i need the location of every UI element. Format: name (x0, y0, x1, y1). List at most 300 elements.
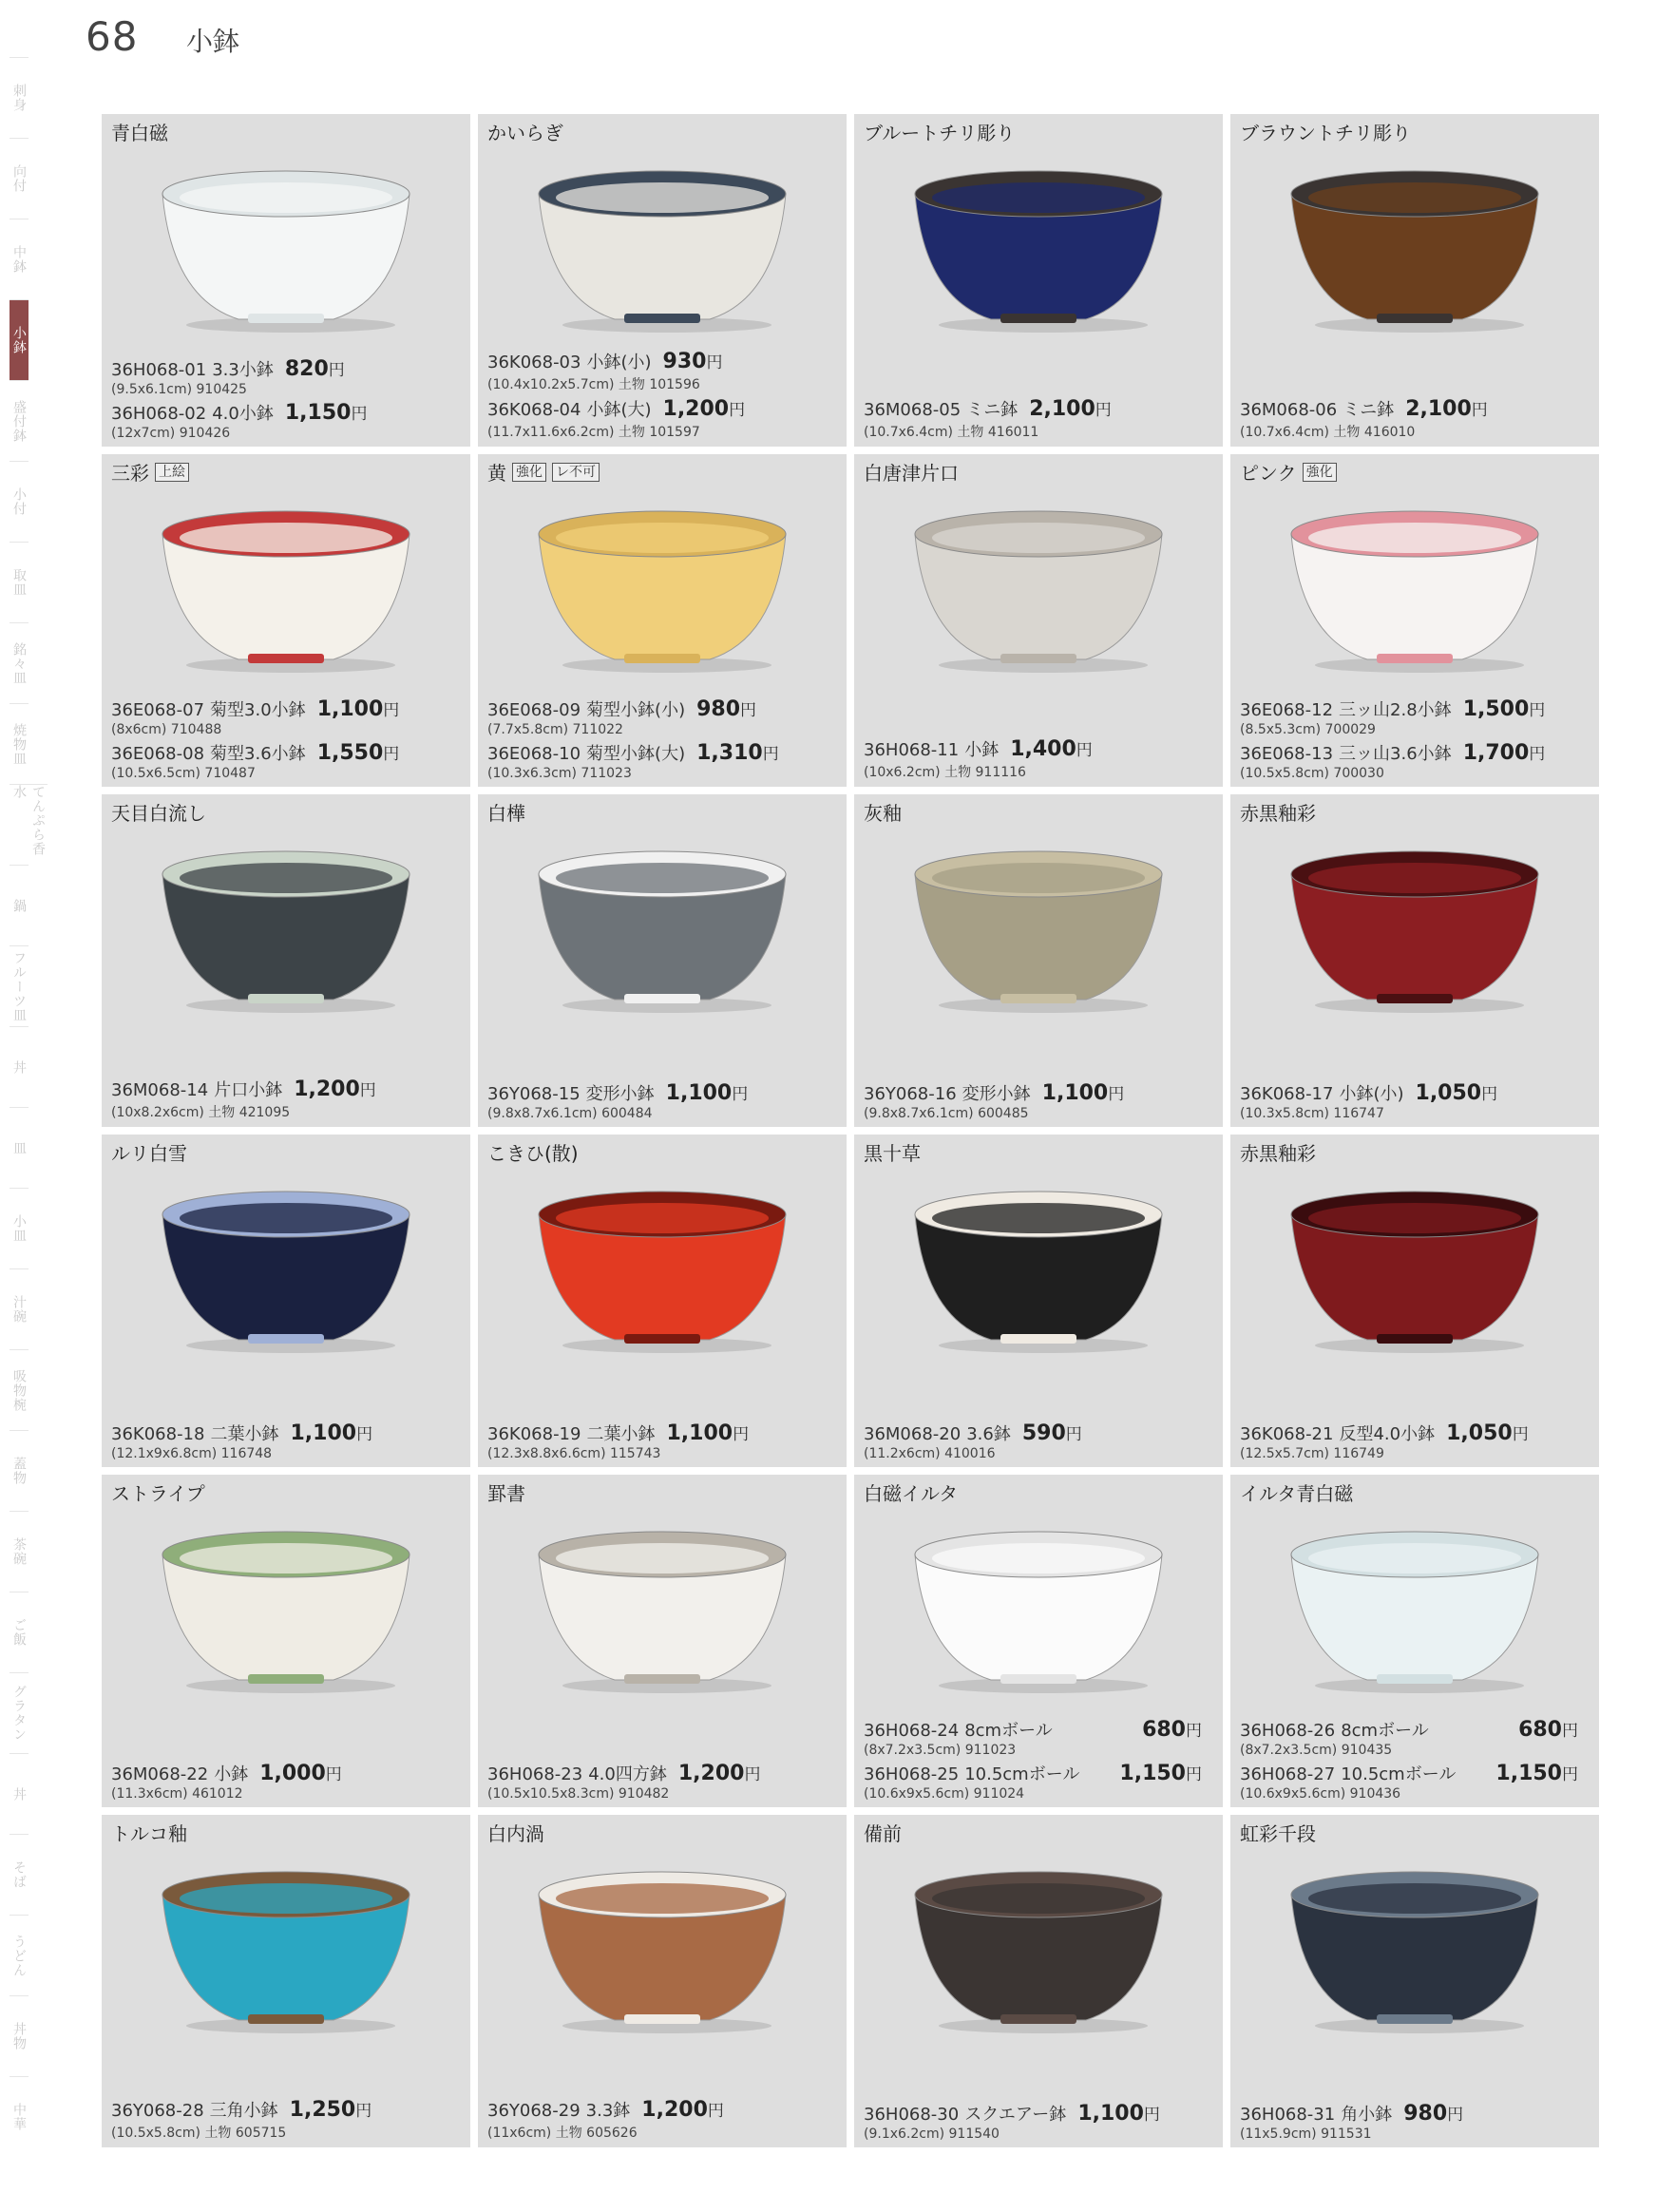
product-entries (487, 1758, 839, 1802)
product-photo (1249, 1847, 1580, 2047)
product-entry (111, 696, 463, 737)
sidebar-tab[interactable]: 丼物 (10, 1995, 29, 2076)
price-value: 1,550 (316, 741, 384, 765)
product-series-name (487, 458, 600, 486)
product-description: スクエアー鉢 (964, 2105, 1067, 2125)
product-description: 反型4.0小鉢 (1339, 1424, 1436, 1444)
product-size-detail: (8x6cm) 710488 (111, 722, 222, 737)
product-description: 小鉢(小) (1339, 1084, 1404, 1104)
sidebar-tab[interactable]: 丼 (10, 1026, 29, 1107)
bowl-image (143, 496, 429, 677)
product-entry (111, 400, 463, 441)
product-code: 36E068-09 (487, 700, 581, 720)
sidebar-tab[interactable]: 皿 (10, 1107, 29, 1188)
currency-suffix: 円 (1529, 745, 1546, 764)
product-size-detail: (11.3x6cm) 461012 (111, 1786, 243, 1802)
sidebar-tab[interactable]: 小付 (10, 461, 29, 542)
product-size-detail: (10x6.2cm) 土物 911116 (864, 765, 1026, 780)
product-code: 36H068-23 (487, 1764, 583, 1784)
product-entry (864, 396, 1215, 441)
sidebar-tab[interactable]: うどん (10, 1915, 29, 1995)
product-code: 36K068-21 (1240, 1424, 1334, 1444)
product-entry (487, 1421, 839, 1461)
product-size-detail: (10.4x10.2x5.7cm) 土物 101596 (487, 377, 700, 392)
bowl-image (896, 156, 1181, 336)
product-series-name (111, 1819, 187, 1846)
price-value: 2,100 (1405, 397, 1472, 421)
product-photo (121, 486, 451, 686)
sidebar-tab[interactable]: 丼 (10, 1753, 29, 1834)
product-code: 36E068-07 (111, 700, 205, 720)
currency-suffix: 円 (351, 405, 368, 424)
product-series-name (864, 118, 1015, 145)
bowl-image (143, 1176, 429, 1357)
product-price (641, 2097, 724, 2122)
product-code: 36M068-22 (111, 1764, 209, 1784)
product-size-detail: (12.5x5.7cm) 116749 (1240, 1446, 1384, 1461)
currency-suffix: 円 (1095, 401, 1112, 420)
product-description: 三ッ山2.8小鉢 (1339, 700, 1452, 720)
product-price (666, 1080, 749, 1105)
series-name-text: 天目白流し (111, 802, 206, 825)
product-series-name (111, 458, 189, 486)
product-price (666, 1421, 749, 1445)
product-code: 36H068-27 (1240, 1764, 1336, 1784)
product-series-name (487, 1478, 525, 1506)
product-photo (1249, 1167, 1580, 1366)
product-size-detail: (10.5x10.5x8.3cm) 910482 (487, 1786, 670, 1802)
price-value: 680 (1142, 1718, 1186, 1742)
price-value: 1,200 (641, 2098, 708, 2122)
product-size-detail: (11.7x11.6x6.2cm) 土物 101597 (487, 425, 700, 440)
series-name-text: 赤黒釉彩 (1240, 802, 1316, 825)
product-description: 変形小鉢 (585, 1084, 655, 1104)
currency-suffix: 円 (1076, 741, 1093, 760)
product-card[interactable] (1230, 1475, 1599, 1807)
product-entry (111, 2097, 463, 2142)
product-price (259, 1761, 342, 1785)
product-entry (1240, 2101, 1591, 2142)
product-price (1042, 1080, 1125, 1105)
product-description: 8cmボール (964, 1721, 1053, 1741)
price-value: 1,100 (1041, 1081, 1109, 1105)
bowl-image (896, 1516, 1181, 1697)
product-code: 36M068-14 (111, 1080, 209, 1100)
product-description: 8cmボール (1341, 1721, 1429, 1741)
sidebar-tab[interactable]: 取皿 (10, 542, 29, 622)
sidebar-tab[interactable]: 鍋 (10, 865, 29, 945)
product-description: 10.5cmボール (964, 1764, 1080, 1784)
product-description: 三角小鉢 (209, 2101, 278, 2121)
product-price (317, 696, 400, 721)
product-photo (873, 1847, 1204, 2047)
series-name-text: トルコ釉 (111, 1822, 187, 1845)
sidebar-tab[interactable]: グラタン (10, 1672, 29, 1753)
product-description: 三ッ山3.6小鉢 (1339, 744, 1452, 764)
price-value: 1,500 (1462, 697, 1530, 721)
product-size-detail: (10.7x6.4cm) 土物 416010 (1240, 425, 1416, 440)
bowl-image (143, 1516, 429, 1697)
product-code: 36E068-13 (1240, 744, 1334, 764)
product-photo (1249, 486, 1580, 686)
currency-suffix: 円 (1529, 701, 1546, 720)
price-value: 2,100 (1029, 397, 1095, 421)
bowl-image (896, 836, 1181, 1017)
product-price (290, 1421, 372, 1445)
product-photo (873, 486, 1204, 686)
product-photo (1249, 1507, 1580, 1707)
product-entries (111, 353, 463, 441)
product-entries (487, 346, 839, 441)
series-name-text: 罫書 (487, 1482, 525, 1505)
product-size-detail: (11x6cm) 土物 605626 (487, 2126, 638, 2141)
product-entry (864, 1717, 1215, 1758)
product-entry (864, 736, 1215, 781)
product-series-name (487, 798, 525, 826)
sidebar-tab[interactable]: 小鉢 (10, 299, 29, 380)
product-entries (864, 393, 1215, 441)
bowl-image (1272, 1176, 1557, 1357)
product-code: 36H068-25 (864, 1764, 960, 1784)
sidebar-tab[interactable]: 小皿 (10, 1188, 29, 1268)
page-title: 小鉢 (186, 26, 240, 57)
product-code: 36H068-01 (111, 360, 207, 380)
product-size-detail: (10.6x9x5.6cm) 910436 (1240, 1786, 1401, 1802)
product-code: 36H068-24 (864, 1721, 960, 1741)
product-price (285, 356, 345, 381)
product-price (1446, 1421, 1529, 1445)
product-code: 36H068-30 (864, 2105, 960, 2125)
product-code: 36K068-03 (487, 353, 581, 372)
product-series-name (864, 1478, 958, 1506)
product-price (1405, 396, 1488, 421)
product-size-detail: (10.5x5.8cm) 700030 (1240, 766, 1384, 781)
bowl-image (143, 1857, 429, 2037)
product-card[interactable] (102, 1475, 470, 1807)
product-card[interactable] (1230, 794, 1599, 1127)
spec-badge: レ不可 (552, 463, 600, 482)
currency-suffix: 円 (1065, 1425, 1082, 1444)
price-value: 1,700 (1462, 741, 1530, 765)
product-entries (1240, 393, 1591, 441)
spec-badge: 強化 (1303, 463, 1337, 482)
currency-suffix: 円 (762, 745, 779, 764)
sidebar-tab[interactable]: 蓋物 (10, 1430, 29, 1511)
product-entry (864, 1080, 1215, 1121)
sidebar-tab[interactable]: 刺身 (10, 57, 29, 138)
product-description: 菊型3.6小鉢 (210, 744, 306, 764)
sidebar-tab[interactable]: てんぷら香水 (10, 784, 48, 865)
product-price (1463, 696, 1546, 721)
product-code: 36K068-19 (487, 1424, 581, 1444)
product-card[interactable] (478, 1475, 847, 1807)
sidebar-tab[interactable]: ご飯 (10, 1592, 29, 1672)
product-size-detail: (8.5x5.3cm) 700029 (1240, 722, 1376, 737)
product-description: 3.3鉢 (585, 2101, 631, 2121)
product-description: 4.0小鉢 (212, 404, 274, 424)
product-series-name (1240, 1478, 1353, 1506)
bowl-image (896, 1857, 1181, 2037)
product-photo (497, 1167, 828, 1366)
product-code: 36E068-08 (111, 744, 205, 764)
product-card[interactable] (1230, 1135, 1599, 1467)
price-value: 1,050 (1415, 1081, 1482, 1105)
product-card[interactable] (854, 794, 1223, 1127)
product-size-detail: (8x7.2x3.5cm) 911023 (864, 1743, 1017, 1758)
product-price (1416, 1080, 1498, 1105)
product-description: 小鉢 (214, 1764, 249, 1784)
bowl-image (520, 1857, 805, 2037)
product-series-name (864, 458, 959, 486)
price-value: 1,310 (696, 741, 763, 765)
product-price (1403, 2101, 1463, 2126)
series-name-text: 備前 (864, 1822, 902, 1845)
product-description: ミニ鉢 (966, 400, 1019, 420)
product-description: ミニ鉢 (1343, 400, 1395, 420)
product-entry (1240, 696, 1591, 737)
product-card[interactable] (1230, 114, 1599, 447)
currency-suffix: 円 (383, 745, 400, 764)
product-entry (1240, 1717, 1591, 1758)
currency-suffix: 円 (1108, 1085, 1125, 1104)
product-photo (497, 827, 828, 1026)
product-entry (1240, 740, 1591, 781)
sidebar-tab[interactable]: 中鉢 (10, 219, 29, 299)
price-value: 1,100 (316, 697, 384, 721)
series-name-text: ブラウントチリ彫り (1240, 122, 1411, 144)
product-size-detail: (11x5.9cm) 911531 (1240, 2126, 1372, 2142)
series-name-text: かいらぎ (487, 122, 563, 144)
product-code: 36H068-02 (111, 404, 207, 424)
product-card[interactable] (478, 1135, 847, 1467)
spec-badge: 上絵 (155, 463, 189, 482)
currency-suffix: 円 (325, 1765, 342, 1784)
series-name-text: 黄 (487, 462, 506, 485)
product-entries (864, 734, 1215, 781)
product-price (294, 1077, 376, 1101)
product-photo (497, 1847, 828, 2047)
price-value: 1,250 (289, 2098, 356, 2122)
currency-suffix: 円 (729, 401, 746, 420)
product-card[interactable] (478, 114, 847, 447)
product-description: 3.3小鉢 (212, 360, 274, 380)
product-entry (111, 1761, 463, 1802)
product-entries (1240, 1077, 1591, 1121)
product-entries (864, 1418, 1215, 1461)
product-card[interactable] (102, 1815, 470, 2147)
currency-suffix: 円 (1186, 1722, 1202, 1741)
product-entries (864, 1077, 1215, 1121)
product-code: 36K068-04 (487, 400, 581, 420)
product-card[interactable] (478, 454, 847, 787)
sidebar-tab[interactable]: 中華 (10, 2076, 29, 2157)
product-card[interactable] (478, 1815, 847, 2147)
product-photo (1249, 827, 1580, 1026)
currency-suffix: 円 (1562, 1765, 1578, 1784)
product-photo (873, 146, 1204, 346)
product-entry (487, 740, 839, 781)
product-description: 4.0四方鉢 (588, 1764, 667, 1784)
product-card[interactable] (102, 1135, 470, 1467)
product-entry (111, 1421, 463, 1461)
product-description: 10.5cmボール (1341, 1764, 1457, 1784)
currency-suffix: 円 (355, 2102, 372, 2121)
sidebar-tab[interactable]: 汁碗 (10, 1268, 29, 1349)
product-price (1077, 2101, 1160, 2126)
price-value: 930 (662, 350, 707, 373)
product-size-detail: (9.1x6.2cm) 911540 (864, 2126, 1000, 2142)
price-value: 980 (696, 697, 741, 721)
product-series-name (1240, 458, 1337, 486)
product-series-name (864, 1138, 921, 1166)
series-name-text: ストライプ (111, 1482, 205, 1505)
product-entry (1240, 396, 1591, 441)
product-description: 小鉢(大) (586, 400, 652, 420)
product-entries (1240, 1714, 1591, 1802)
product-series-name (487, 1819, 544, 1846)
currency-suffix: 円 (706, 353, 723, 372)
spec-badge: 強化 (512, 463, 546, 482)
sidebar-tab[interactable]: そば (10, 1834, 29, 1915)
product-card[interactable] (102, 454, 470, 787)
product-entry (1240, 1761, 1591, 1802)
product-entries (111, 1418, 463, 1461)
bowl-image (896, 1176, 1181, 1357)
product-price (663, 349, 723, 373)
product-code: 36H068-11 (864, 740, 960, 760)
product-entry (864, 1421, 1215, 1461)
product-series-name (864, 1819, 902, 1846)
product-card[interactable] (102, 114, 470, 447)
product-entry (487, 349, 839, 393)
product-card[interactable] (854, 1815, 1223, 2147)
product-entries (487, 2094, 839, 2142)
product-entry (487, 696, 839, 737)
price-value: 1,100 (1077, 2102, 1144, 2126)
product-entries (111, 2094, 463, 2142)
series-name-text: 白樺 (487, 802, 525, 825)
currency-suffix: 円 (1562, 1722, 1578, 1741)
product-price (1142, 1717, 1202, 1742)
product-size-detail: (10.3x5.8cm) 116747 (1240, 1106, 1384, 1121)
product-description: 菊型小鉢(大) (586, 744, 686, 764)
series-name-text: 灰釉 (864, 802, 902, 825)
price-value: 820 (284, 357, 329, 381)
product-size-detail: (11.2x6cm) 410016 (864, 1446, 996, 1461)
product-photo (873, 1507, 1204, 1707)
product-series-name (1240, 118, 1411, 145)
bowl-image (1272, 836, 1557, 1017)
product-card[interactable] (102, 794, 470, 1127)
currency-suffix: 円 (744, 1765, 761, 1784)
currency-suffix: 円 (732, 1085, 749, 1104)
sidebar-tab[interactable]: 焼物皿 (10, 703, 29, 784)
product-code: 36E068-12 (1240, 700, 1334, 720)
bowl-image (1272, 1857, 1557, 2037)
product-code: 36Y068-29 (487, 2101, 581, 2121)
product-code: 36E068-10 (487, 744, 581, 764)
price-value: 1,150 (1495, 1762, 1562, 1785)
sidebar-tab[interactable]: 吸物椀 (10, 1349, 29, 1430)
product-entries (111, 694, 463, 781)
series-name-text: 白内渦 (487, 1822, 544, 1845)
product-size-detail: (7.7x5.8cm) 711022 (487, 722, 623, 737)
sidebar-tab[interactable]: 盛付鉢 (10, 380, 29, 461)
price-value: 1,200 (677, 1762, 745, 1785)
product-card[interactable] (854, 454, 1223, 787)
product-price (1029, 396, 1112, 421)
sidebar-tab[interactable]: 茶碗 (10, 1511, 29, 1592)
currency-suffix: 円 (1471, 401, 1488, 420)
product-price (678, 1761, 761, 1785)
product-card[interactable] (854, 114, 1223, 447)
bowl-image (143, 156, 429, 336)
currency-suffix: 円 (356, 1425, 373, 1444)
product-card[interactable] (1230, 454, 1599, 787)
product-card[interactable] (854, 1135, 1223, 1467)
product-entry (487, 1761, 839, 1802)
product-entry (487, 2097, 839, 2142)
product-photo (873, 827, 1204, 1026)
product-description: 3.6鉢 (966, 1424, 1011, 1444)
bowl-image (1272, 1516, 1557, 1697)
product-price (317, 740, 400, 765)
series-name-text: ルリ白雪 (111, 1142, 187, 1165)
product-code: 36H068-31 (1240, 2105, 1336, 2125)
bowl-image (896, 496, 1181, 677)
currency-suffix: 円 (1512, 1425, 1529, 1444)
sidebar-tab[interactable]: 向付 (10, 138, 29, 219)
product-price (1119, 1761, 1202, 1785)
product-series-name (864, 798, 902, 826)
bowl-image (520, 836, 805, 1017)
sidebar-tab[interactable]: フルーツ皿 (10, 945, 29, 1026)
product-card[interactable] (478, 794, 847, 1127)
product-price (285, 400, 368, 425)
product-description: 菊型小鉢(小) (586, 700, 686, 720)
product-size-detail: (10.5x5.8cm) 土物 605715 (111, 2126, 287, 2141)
product-entry (1240, 1080, 1591, 1121)
product-price (1463, 740, 1546, 765)
product-entries (1240, 694, 1591, 781)
product-size-detail: (8x7.2x3.5cm) 910435 (1240, 1743, 1393, 1758)
series-name-text: 虹彩千段 (1240, 1822, 1316, 1845)
product-description: 菊型3.0小鉢 (210, 700, 306, 720)
product-code: 36K068-17 (1240, 1084, 1334, 1104)
product-entries (1240, 2098, 1591, 2142)
product-size-detail: (10.6x9x5.6cm) 911024 (864, 1786, 1025, 1802)
product-entries (1240, 1418, 1591, 1461)
series-name-text: 白唐津片口 (864, 462, 959, 485)
product-code: 36Y068-15 (487, 1084, 581, 1104)
product-card[interactable] (854, 1475, 1223, 1807)
product-series-name (111, 798, 206, 826)
currency-suffix: 円 (328, 361, 345, 380)
bowl-image (520, 496, 805, 677)
product-size-detail: (12.1x9x6.8cm) 116748 (111, 1446, 273, 1461)
product-size-detail: (10x8.2x6cm) 土物 421095 (111, 1105, 291, 1120)
product-size-detail: (9.8x8.7x6.1cm) 600484 (487, 1106, 653, 1121)
sidebar-tab[interactable]: 銘々皿 (10, 622, 29, 703)
product-price (696, 696, 756, 721)
product-entries (487, 1077, 839, 1121)
product-series-name (487, 1138, 579, 1166)
product-card[interactable] (1230, 1815, 1599, 2147)
bowl-image (520, 1516, 805, 1697)
product-photo (121, 1167, 451, 1366)
product-photo (1249, 146, 1580, 346)
price-value: 1,400 (1010, 737, 1076, 761)
